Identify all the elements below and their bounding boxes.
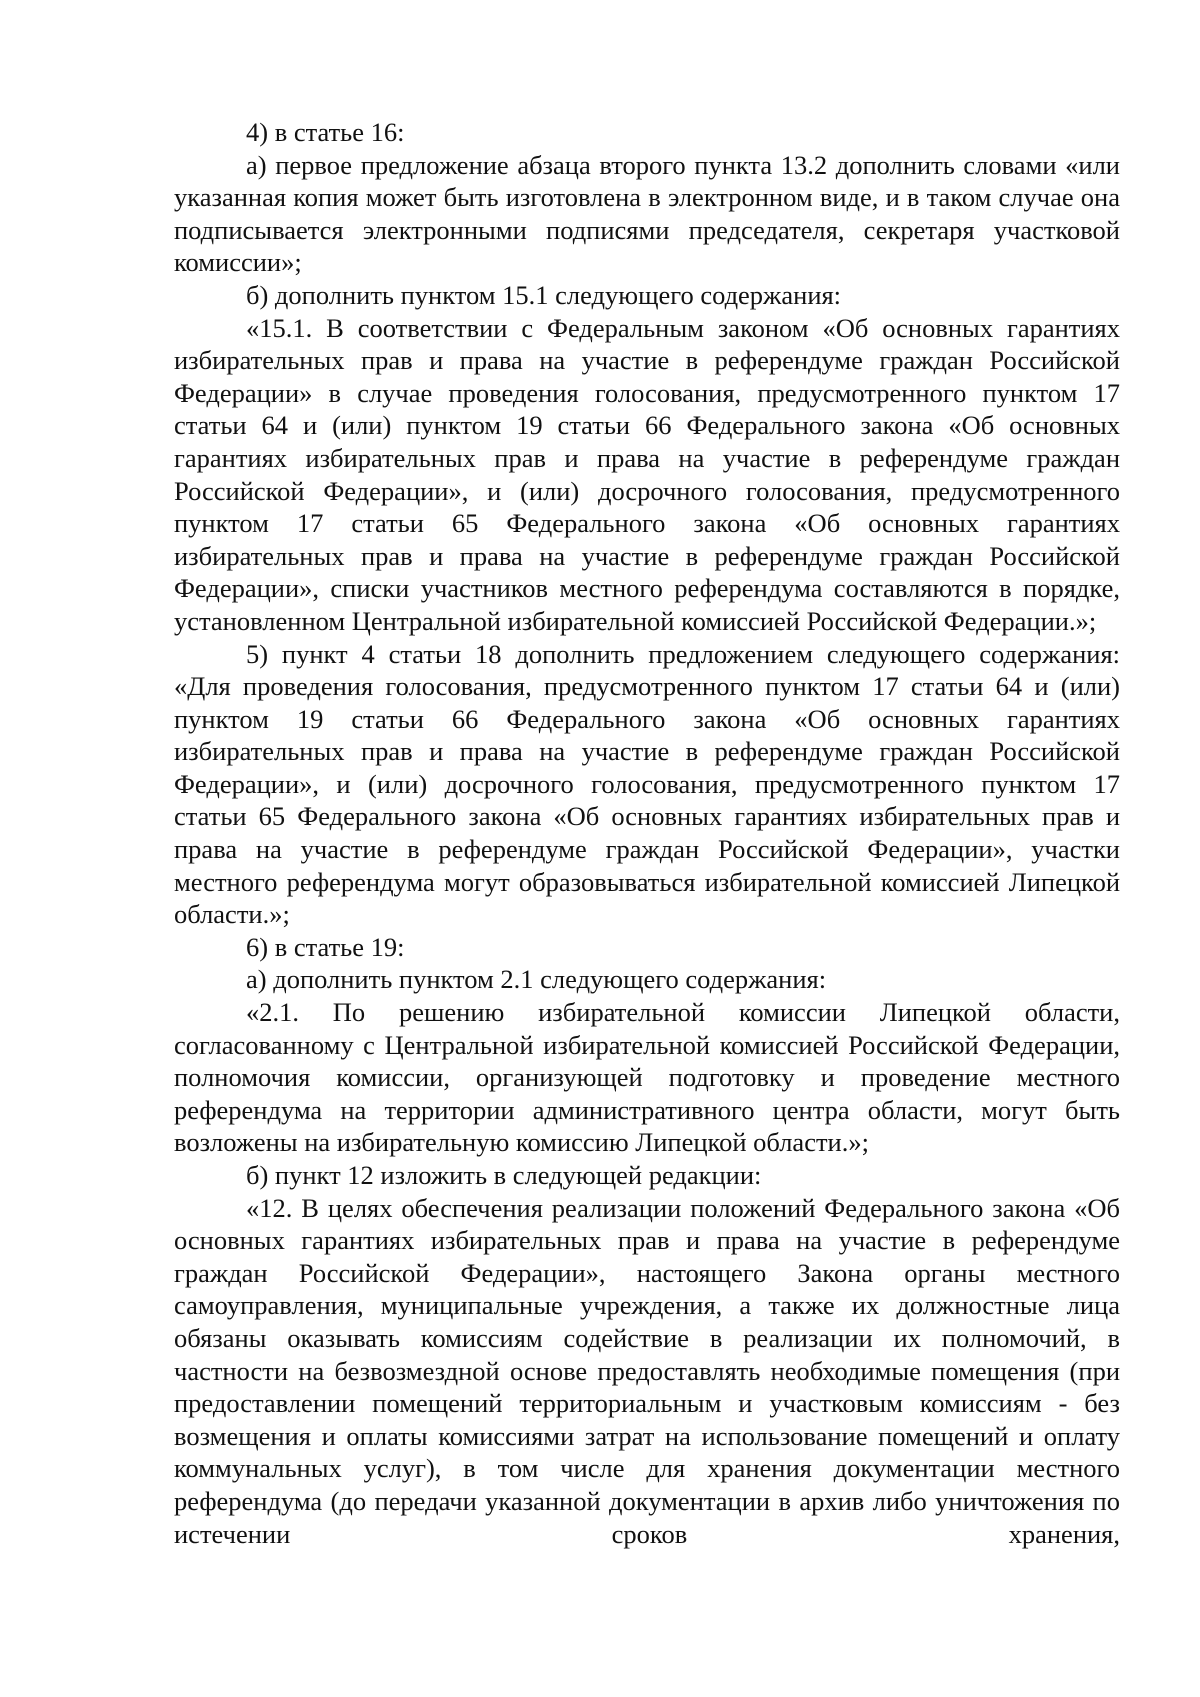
paragraph-item-b-point-12: б) пункт 12 изложить в следующей редакции: (246, 1160, 762, 1190)
paragraph-point-12-text: «12. В целях обеспечения реализации положений Федерального закона «Об основных гарантиях избирательных прав и права на участие в референдуме граждан Российской Федерации», настоящего Закона органы местного самоуправления, муниципальные учреждения, а также их должностные лица обязаны оказывать комиссиям содействие в реализации их полномочий, в частности на безвозмездной основе предоставлять необходимые помещения (при предоставлении помещений территориальным и участковым комиссиям - без возмещения и оплаты комиссиями затрат на использование помещений и оплату коммунальных услуг), в том числе для хранения документации местного референдума (до передачи указанной документации в архив либо уничтожения по истечении сроков хранения, (174, 1192, 1120, 1549)
document-body (174, 116, 1120, 1550)
paragraph-item-4-article-16: 4) в статье 16: (246, 117, 405, 147)
paragraph-item-6-article-19: 6) в статье 19: (246, 931, 405, 962)
paragraph-item-a-add-point-2-1: а) дополнить пунктом 2.1 следующего содержания: (246, 964, 827, 995)
paragraph-point-2-1-text: «2.1. По решению избирательной комиссии Липецкой области, согласованному с Центральной избирательной комиссией Российской Федерации, полномочия комиссии, организующей подготовку и проведение местного референдума на территории административного центра области, могут быть возложены на избирательную комиссию Липецкой области.»; (174, 997, 1120, 1158)
paragraph-point-15-1-text: «15.1. В соответствии с Федеральным законом «Об основных гарантиях избирательных прав и права на участие в референдуме граждан Российской Федерации» в случае проведения голосования, предусмотренного пунктом 17 статьи 64 и (или) пунктом 19 статьи 66 Федерального закона «Об основных гарантиях избирательных прав и права на участие в референдуме граждан Российской Федерации», и (или) досрочного голосования, предусмотренного пунктом 17 статьи 65 Федерального закона «Об основных гарантиях избирательных прав и права на участие в референдуме граждан Российской Федерации», списки участников местного референдума составляются в порядке, установленном Центральной избирательной комиссией Российской Федерации.»; (174, 312, 1120, 636)
paragraph-item-b-add-point-15-1: б) дополнить пунктом 15.1 следующего содержания: (246, 279, 842, 310)
paragraph-item-5-article-18: 5) пункт 4 статьи 18 дополнить предложением следующего содержания: «Для проведения голосования, предусмотренного пунктом 17 статьи 64 и (или) пунктом 19 статьи 66 Федерального закона «Об основных гарантиях избирательных прав и права на участие в референдуме граждан Российской Федерации», и (или) досрочного голосования, предусмотренного пунктом 17 статьи 65 Федерального закона «Об основных гарантиях избирательных прав и права на участие в референдуме граждан Российской Федерации», участки местного референдума могут образовываться избирательной комиссией Липецкой области.»; (174, 638, 1120, 930)
paragraph-item-a-point-13-2: а) первое предложение абзаца второго пункта 13.2 дополнить словами «или указанная копия может быть изготовлена в электронном виде, и в таком случае она подписывается электронными подписями председателя, секретаря участковой комиссии»; (174, 149, 1120, 278)
